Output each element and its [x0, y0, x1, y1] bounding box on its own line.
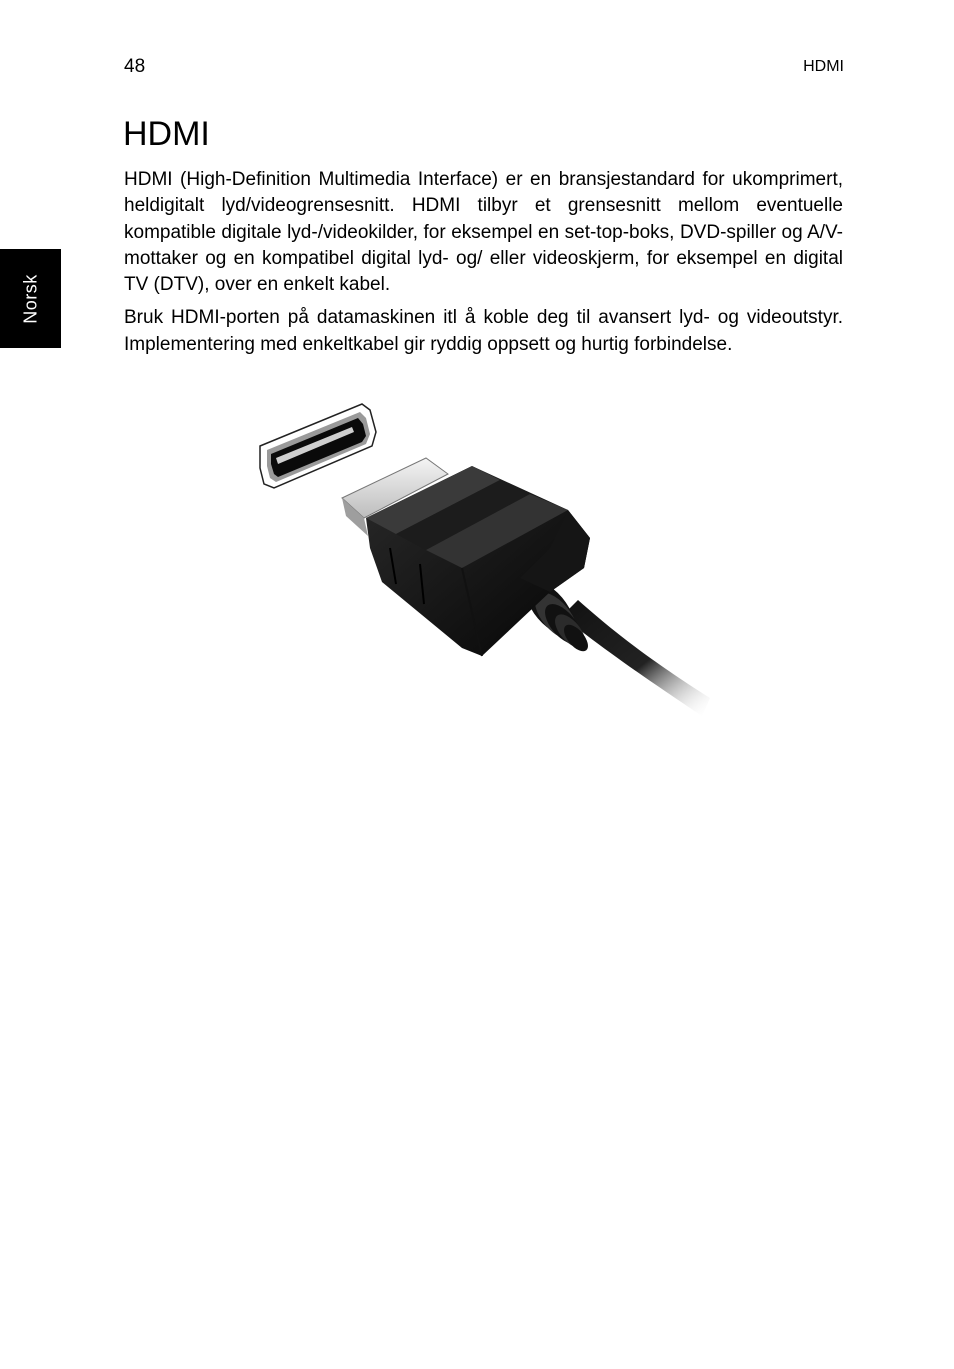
language-tab — [0, 249, 61, 348]
section-body — [124, 167, 843, 365]
page-number: 48 — [124, 56, 146, 77]
language-tab-label: Norsk — [20, 273, 40, 324]
hdmi-connector-icon — [250, 398, 710, 718]
section-title: HDMI — [123, 115, 210, 153]
hdmi-port-shape — [260, 404, 376, 488]
paragraph-2: Bruk HDMI-porten på datamaskinen itl å koble deg til avansert lyd- og videoutstyr. Implementering med enkeltkabel gir ryddig oppsett og hurtig forbindelse. — [124, 307, 843, 355]
running-header: HDMI — [803, 58, 844, 75]
paragraph-1: HDMI (High-Definition Multimedia Interface) er en bransjestandard for ukomprimert, heldigitalt lyd/videogrensesnitt. HDMI tilbyr et grensesnitt mellom eventuelle kompatible digitale lyd-/videokilder, for eksempel en set-top-boks, DVD-spiller og A/V-mottaker og en kompatibel digital lyd- og/ eller videoskjerm, for eksempel en digital TV (DTV), over en enkelt kabel. — [124, 169, 843, 296]
